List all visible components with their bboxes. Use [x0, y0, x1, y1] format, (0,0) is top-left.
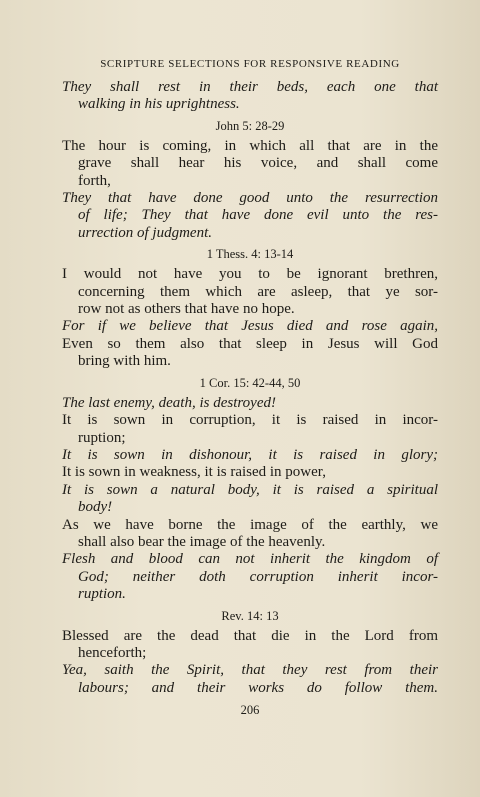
verse-line: bring with him.: [78, 353, 171, 370]
verse-line: It is sown in dishonour, it is raised in glory;: [62, 446, 438, 463]
running-header: SCRIPTURE SELECTIONS FOR RESPONSIVE READING: [100, 58, 400, 70]
verse-line: walking in his uprightness.: [78, 96, 240, 113]
verse-line: I would not have you to be ignorant brethren,: [62, 266, 438, 283]
reading-section: [62, 245, 438, 370]
verse-line: ruption;: [78, 429, 126, 446]
verse-line: shall also bear the image of the heavenly.: [78, 533, 326, 550]
verse-line: body!: [78, 499, 113, 516]
verse-line: grave shall hear his voice, and shall come: [78, 155, 438, 172]
verse-line: urrection of judgment.: [78, 224, 213, 241]
scripture-reference: 1 Cor. 15: 42-44, 50: [199, 375, 301, 390]
reading-section: [62, 374, 438, 604]
verse-line: henceforth;: [78, 644, 147, 661]
verse-line: Flesh and blood can not inherit the kingdom of: [62, 551, 438, 568]
verse-line: labours; and their works do follow them.: [78, 679, 438, 696]
reading-section: [62, 607, 438, 698]
verse-line: As we have borne the image of the earthly, we: [62, 516, 438, 533]
verse-line: They that have done good unto the resurrection: [62, 190, 438, 207]
verse-line: It is sown in corruption, it is raised in incor-: [62, 412, 438, 429]
verse-line: row not as others that have no hope.: [78, 301, 295, 318]
verse-line: forth,: [78, 172, 111, 189]
verse-line: The hour is coming, in which all that are in the: [62, 137, 438, 154]
verse-line: It is sown in weakness, it is raised in power,: [62, 464, 326, 481]
opening-verse: [62, 79, 438, 114]
verse-line: Blessed are the dead that die in the Lord from: [62, 627, 438, 644]
reading-section: [62, 117, 438, 242]
verse-line: They shall rest in their beds, each one that: [62, 79, 438, 95]
scripture-reference: 1 Thess. 4: 13-14: [206, 247, 294, 262]
verse-line: Even so them also that sleep in Jesus will God: [62, 335, 438, 352]
verse-line: Yea, saith the Spirit, that they rest from their: [62, 662, 438, 679]
verse-line: of life; They that have done evil unto the res-: [78, 207, 438, 224]
page-content: [62, 58, 438, 718]
verse-line: For if we believe that Jesus died and rose again,: [62, 318, 438, 335]
verse-line: God; neither doth corruption inherit incor-: [78, 568, 438, 585]
verse-line: ruption.: [78, 586, 126, 603]
verse-line: concerning them which are asleep, that ye sor-: [78, 283, 438, 300]
scripture-reference: Rev. 14: 13: [221, 608, 279, 623]
scripture-reference: John 5: 28-29: [215, 118, 285, 133]
page-number: 206: [240, 703, 260, 718]
verse-line: The last enemy, death, is destroyed!: [62, 394, 276, 411]
verse-line: It is sown a natural body, it is raised a spiritual: [62, 481, 438, 498]
